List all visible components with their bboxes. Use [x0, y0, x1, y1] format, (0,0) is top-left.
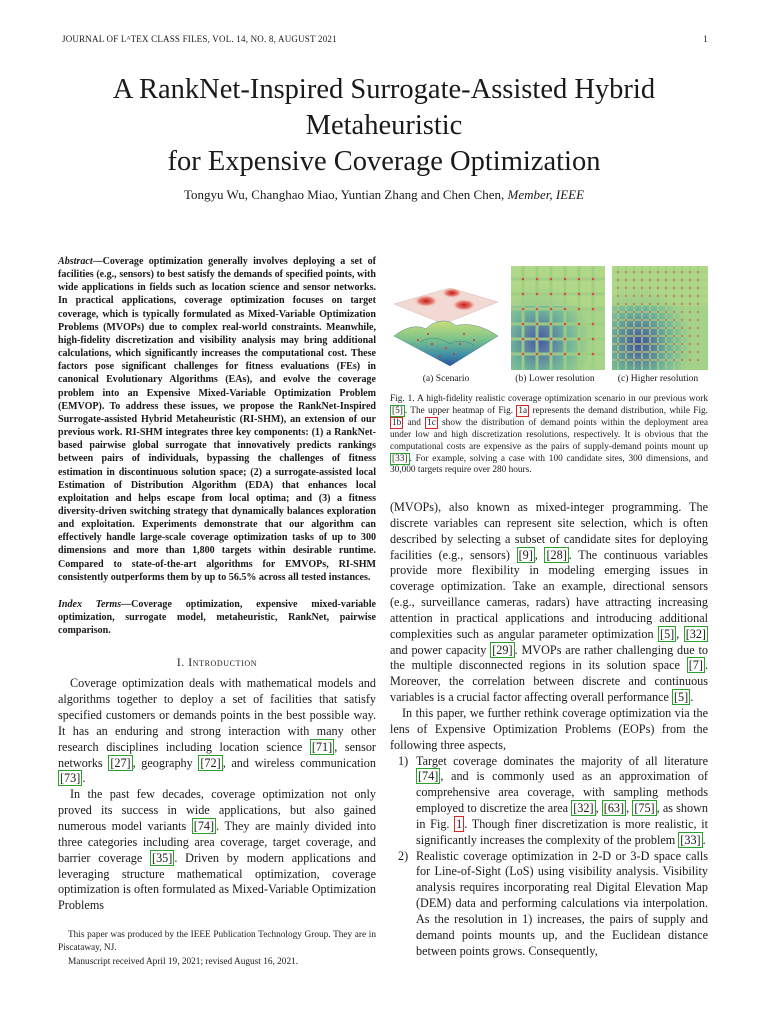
demand-point — [689, 335, 691, 337]
demand-point — [673, 279, 675, 281]
demand-point — [665, 351, 667, 353]
demand-point — [657, 287, 659, 289]
figure-1 — [390, 262, 708, 477]
demand-point — [673, 319, 675, 321]
index-terms-label: Index Terms — [58, 598, 122, 610]
demand-point — [697, 311, 699, 313]
left-column — [58, 255, 376, 914]
citation-link[interactable]: [71] — [311, 739, 333, 754]
demand-point — [681, 311, 683, 313]
demand-point — [657, 319, 659, 321]
demand-point — [657, 279, 659, 281]
demand-point — [673, 359, 675, 361]
demand-point — [681, 351, 683, 353]
citation-link[interactable]: [28] — [546, 547, 567, 562]
demand-point — [697, 279, 699, 281]
demand-point — [641, 343, 643, 345]
list-number: 2) — [398, 848, 409, 863]
intro-paragraph-1: Coverage optimization deals with mathematical models and algorithms together to deploy a set of facilities that satisfy specified customers or demands points in the best possible way. It has an enduring and strong interaction with many other research disciplines including location science [71] , sensor networks [27] , geography [72] , and wireless communication [73] . — [58, 676, 376, 786]
abstract-text: —Coverage optimization generally involves deploying a set of facilities (e.g., sensors) to best satisfy the demands of specified points, with wide applications in fields such as location science and sensor networks. In practical applications, coverage optimization focuses on target coverage, which is typically formulated as Mixed-Variable Optimization Problems (MVOPs) due to complex real-world constraints. Meanwhile, high-fidelity discretization and visibility analysis may bring additional calculations, which significantly increases the computational cost. These factors pose significant challenges for fitness evaluations (FEs) in canonical Evolutionary Algorithms (EAs), and evolve the coverage problem into an Expensive Mixed-Variable Optimization Problem (EMVOP). To address these issues, we propose the RankNet-Inspired Surrogate-assisted Hybrid Metaheuristic (RI-SHM), an extension of our previous work. RI-SHM integrates three key components: (1) a RankNet-based pairwise global surrogate that innovatively predicts rankings between pairs of individuals, bypassing the challenges of fitness estimation in discontinuous solution space; (2) a surrogate-assisted local Estimation of Distribution Algorithm (EDA) that enhances local exploitation and helps escape from local optima; and (3) a fitness diversity-driven switching strategy that dynamically balances exploration and exploitation. Experiments demonstrate that our algorithm can effectively handle large-scale coverage optimization tasks of up to 300 dimensions and more than 1,800 targets within desirable runtime. Compared to state-of-the-art algorithms for EMVOPs, RI-SHM consistently outperforms them by up to 56.5% across all tested instances. — [58, 256, 376, 583]
title-line-2: Metaheuristic — [305, 110, 463, 141]
demand-point — [681, 359, 683, 361]
demand-point — [633, 343, 635, 345]
demand-point — [657, 311, 659, 313]
demand-point — [633, 335, 635, 337]
index-terms-text: —Coverage optimization, expensive mixed-variable optimization, surrogate model, metaheuristic, RankNet, pairwise comparison. — [58, 598, 377, 637]
demand-point — [673, 343, 675, 345]
demand-point — [689, 343, 691, 345]
demand-point — [633, 351, 635, 353]
demand-point — [617, 319, 619, 321]
demand-point — [665, 311, 667, 313]
demand-point — [649, 351, 651, 353]
demand-point — [681, 343, 683, 345]
demand-point — [697, 319, 699, 321]
demand-point — [617, 351, 619, 353]
demand-point — [689, 295, 691, 297]
citation-link[interactable]: [75] — [634, 801, 655, 816]
demand-point — [665, 319, 667, 321]
subcaption-b: (b) Lower resolution — [515, 373, 595, 384]
demand-point — [641, 303, 643, 305]
demand-point — [617, 303, 619, 305]
demand-point — [633, 271, 635, 273]
demand-point — [649, 271, 651, 273]
section-heading-introduction: I. Introduction — [176, 657, 258, 670]
demand-point — [641, 271, 643, 273]
abstract — [58, 255, 376, 584]
higher-resolution-heatmap-image — [612, 266, 708, 370]
demand-point — [617, 287, 619, 289]
demand-point — [617, 311, 619, 313]
demand-point — [625, 327, 627, 329]
demand-point — [697, 295, 699, 297]
demand-point — [641, 287, 643, 289]
demand-point — [649, 287, 651, 289]
demand-point — [697, 359, 699, 361]
abstract-label: Abstract — [58, 256, 93, 267]
demand-point — [665, 271, 667, 273]
citation-link[interactable]: [72] — [200, 755, 221, 770]
demand-point — [665, 279, 667, 281]
demand-point — [641, 335, 643, 337]
demand-point — [617, 295, 619, 297]
demand-point — [641, 351, 643, 353]
demand-point — [681, 271, 683, 273]
demand-point — [657, 343, 659, 345]
demand-point — [689, 271, 691, 273]
demand-point — [657, 351, 659, 353]
demand-point — [689, 327, 691, 329]
demand-point — [649, 319, 651, 321]
demand-point — [617, 271, 619, 273]
citation-link[interactable]: [74] — [418, 769, 439, 784]
demand-point — [625, 271, 627, 273]
demand-point — [625, 359, 627, 361]
citation-link[interactable]: [33] — [680, 832, 701, 847]
demand-point — [657, 295, 659, 297]
demand-point — [689, 359, 691, 361]
demand-point — [657, 359, 659, 361]
demand-point — [641, 327, 643, 329]
demand-point — [657, 303, 659, 305]
demand-point — [633, 287, 635, 289]
demand-point — [665, 327, 667, 329]
demand-point — [657, 335, 659, 337]
footnote-line-1: This paper was produced by the IEEE Publication Technology Group. They are in Piscataway, NJ. — [58, 930, 376, 953]
demand-point — [633, 303, 635, 305]
demand-point — [689, 303, 691, 305]
figure-panels — [390, 262, 708, 370]
demand-point — [649, 295, 651, 297]
citation-link[interactable]: [73] — [60, 771, 81, 786]
citation-link[interactable]: [27] — [110, 755, 131, 770]
citation-link[interactable]: [63] — [603, 801, 625, 816]
demand-point — [641, 359, 643, 361]
figure-ref-link[interactable]: 1a — [518, 405, 528, 416]
demand-point — [625, 343, 627, 345]
demand-point — [689, 287, 691, 289]
demand-point — [649, 343, 651, 345]
demand-point — [633, 311, 635, 313]
demand-point — [641, 319, 643, 321]
index-terms — [58, 598, 376, 637]
figure-ref-link[interactable]: 1 — [456, 816, 463, 831]
right-column-text — [390, 500, 708, 754]
lower-resolution-heatmap-image — [511, 266, 605, 370]
demand-point — [681, 335, 683, 337]
footnote-line-2: Manuscript received April 19, 2021; revised August 16, 2021. — [68, 957, 299, 968]
demand-point — [617, 343, 619, 345]
introduction-body — [58, 676, 376, 914]
demand-point — [617, 327, 619, 329]
demand-point — [697, 271, 699, 273]
subcaption-c: (c) Higher resolution — [617, 373, 699, 384]
author-names: Tongyu Wu, Changhao Miao, Yuntian Zhang and Chen Chen, — [183, 187, 505, 202]
demand-point — [665, 359, 667, 361]
demand-point — [673, 287, 675, 289]
demand-point — [633, 359, 635, 361]
demand-point — [673, 327, 675, 329]
right-column-body — [390, 500, 708, 959]
demand-point — [641, 279, 643, 281]
title-line-1: A RankNet-Inspired Surrogate-Assisted Hybrid — [112, 74, 656, 105]
demand-point — [673, 335, 675, 337]
demand-point — [617, 279, 619, 281]
citation-link[interactable]: [33] — [392, 453, 408, 464]
demand-point — [689, 311, 691, 313]
demand-point — [681, 295, 683, 297]
demand-point — [665, 343, 667, 345]
citation-link[interactable]: [32] — [685, 626, 706, 641]
figure-ref-link[interactable]: 1c — [427, 417, 436, 428]
citation-link[interactable]: [29] — [492, 642, 513, 657]
demand-point — [633, 295, 635, 297]
citation-link[interactable]: [7] — [688, 658, 703, 673]
demand-point — [657, 327, 659, 329]
demand-point — [625, 279, 627, 281]
demand-point — [681, 327, 683, 329]
scenario-3d-surface-image — [390, 274, 502, 370]
demand-point — [617, 335, 619, 337]
demand-point — [689, 279, 691, 281]
figure-caption: Fig. 1. A high-fidelity realistic coverage optimization scenario in our previous work [5] . The upper heatmap of Fig. 1a represents the demand distribution, while Fig. 1b and 1c show the distribution of demand points within the deployment area under low and high discretization resolutions, respectively. It is obvious that the computational costs are expensive as the pairs of supply-demand points mount up [33] . For example, solving a case with 100 candidate sites, 300 dimensions, and 30,000 targets require over 280 hours. — [390, 394, 708, 476]
citation-link[interactable]: [5] — [392, 405, 403, 416]
demand-point — [633, 319, 635, 321]
citation-link[interactable]: [5] — [673, 690, 689, 705]
demand-point — [681, 287, 683, 289]
demand-point — [649, 327, 651, 329]
demand-point — [673, 351, 675, 353]
figure-subcaptions — [390, 373, 708, 384]
demand-point — [649, 335, 651, 337]
demand-point — [641, 295, 643, 297]
demand-point — [681, 303, 683, 305]
mvop-paragraph: (MVOPs), also known as mixed-integer programming. The discrete variables can represent site selection, which is often described by selecting a subset of candidate sites for deploying facilities (e.g., sensors) [9] , [28] . The continuous variables provide more flexibility in modeling emerging issues in coverage optimization. Take an example, directional sensors (e.g., surveillance cameras, radars) have attracting increasing attention in practical applications and introducing additional complexities such as angular parameter optimization [5] , [32] and power capacity [29] . MVOPs are rather challenging due to the multiple disconnected regions in its solution space [7] . Moreover, the correlation between discrete and continuous variables is a crucial factor affecting overall performance [5] . — [390, 500, 708, 705]
aspects-list — [390, 754, 708, 960]
demand-point — [689, 319, 691, 321]
list-item-1: 1) Target coverage dominates the majority of all literature [74] , and is commonly used as an approximation of comprehensive area coverage, with sampling methods employed to discretize the area [32] , [63] , [75] , as shown in Fig. 1 . Though finer discretization is more realistic, it significantly increases the complexity of the problem [33] . — [398, 753, 708, 847]
list-item-2: 2) Realistic coverage optimization in 2-D or 3-D space calls for Line-of-Sight (LoS) using visibility analysis. Visibility analysis requires incorporating real Digital Elevation Map (DEM) data and performing calculations via interpolation. As the resolution in 1) increases, the pairs of supply and demand points mounts up, and the Euclidean distance between points grows. Consequently, — [398, 848, 708, 958]
author-list — [40, 187, 728, 203]
demand-point — [649, 359, 651, 361]
demand-point — [673, 311, 675, 313]
demand-point — [665, 303, 667, 305]
figure-ref-link[interactable]: 1b — [392, 417, 402, 428]
citation-link[interactable]: [5] — [660, 626, 675, 641]
demand-point — [697, 351, 699, 353]
demand-point — [633, 279, 635, 281]
demand-point — [673, 271, 675, 273]
demand-point — [625, 319, 627, 321]
demand-point — [681, 279, 683, 281]
journal-header: JOURNAL OF LᴬTEX CLASS FILES, VOL. 14, NO. 8, AUGUST 2021 — [62, 34, 337, 44]
demand-point — [625, 295, 627, 297]
demand-point — [697, 327, 699, 329]
demand-point — [657, 271, 659, 273]
demand-point — [649, 311, 651, 313]
footnote — [58, 929, 376, 969]
demand-point — [665, 335, 667, 337]
demand-point — [625, 287, 627, 289]
intro-paragraph-2: In the past few decades, coverage optimization not only proved its success in wide applications, but also gained numerous model variants [74] . They are mainly divided into three categories including area coverage, target coverage, and barrier coverage [35] . Driven by modern applications and leveraging structure mathematical optimization, coverage optimization is often formulated as Mixed-Variable Optimization Problems — [58, 787, 377, 913]
demand-point — [673, 303, 675, 305]
demand-point — [649, 279, 651, 281]
list-number: 1) — [398, 753, 409, 768]
paper-title — [40, 72, 728, 180]
demand-point — [641, 311, 643, 313]
demand-point — [665, 287, 667, 289]
demand-point — [697, 303, 699, 305]
rethink-paragraph: In this paper, we further rethink coverage optimization via the lens of Expensive Optimization Problems (EOPs) from the following three aspects, — [390, 705, 708, 752]
demand-point — [649, 303, 651, 305]
demand-point — [689, 351, 691, 353]
demand-point — [625, 351, 627, 353]
demand-point — [673, 295, 675, 297]
demand-point — [665, 295, 667, 297]
demand-point — [625, 335, 627, 337]
demand-point — [697, 287, 699, 289]
demand-point — [625, 303, 627, 305]
demand-point — [697, 343, 699, 345]
demand-point — [681, 319, 683, 321]
citation-link[interactable]: [74] — [193, 818, 215, 833]
demand-point — [697, 335, 699, 337]
citation-link[interactable]: [9] — [518, 547, 533, 562]
subcaption-a: (a) Scenario — [422, 373, 470, 384]
author-membership: Member, IEEE — [507, 187, 585, 202]
citation-link[interactable]: [35] — [152, 850, 173, 865]
page-number: 1 — [703, 34, 708, 44]
demand-point — [625, 311, 627, 313]
demand-point — [617, 359, 619, 361]
title-line-3: for Expensive Coverage Optimization — [167, 146, 601, 177]
citation-link[interactable]: [32] — [573, 801, 594, 816]
demand-point — [633, 327, 635, 329]
